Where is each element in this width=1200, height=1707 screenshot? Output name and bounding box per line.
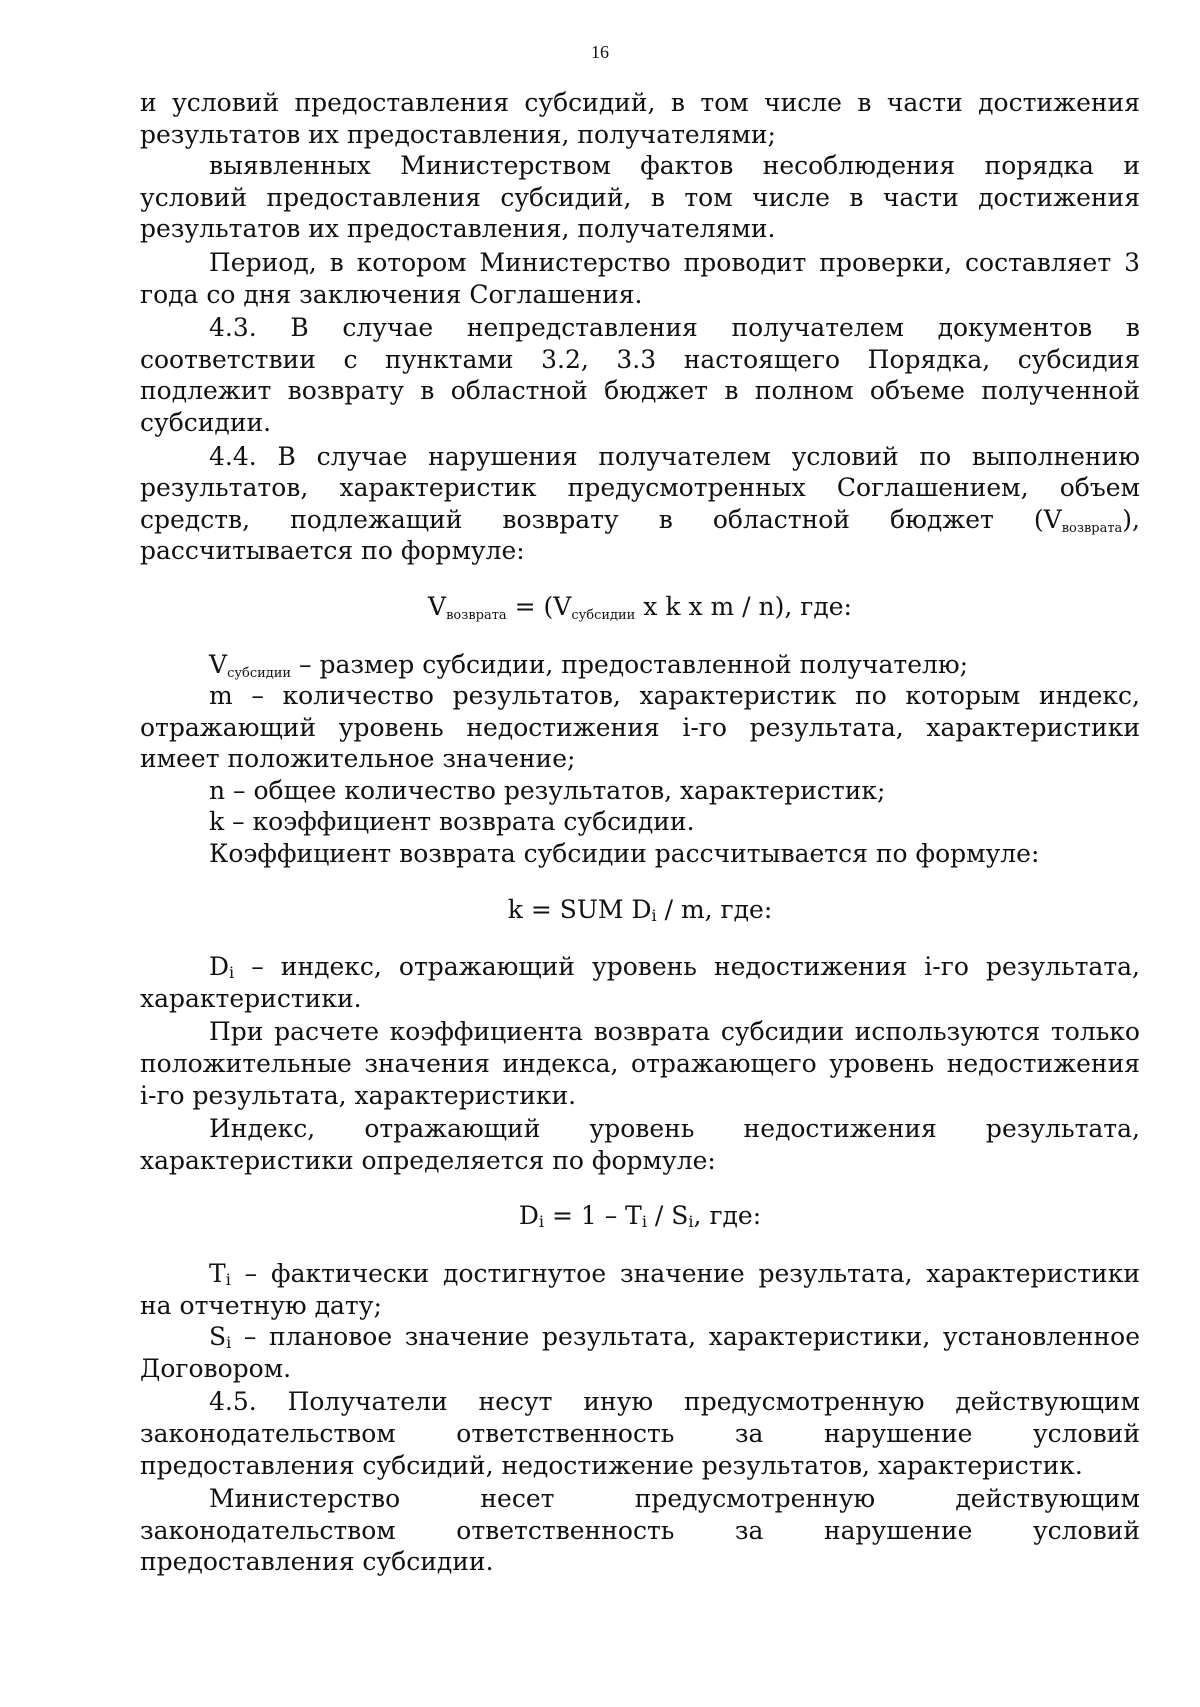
paragraph: выявленных Министерством фактов несоблюдения порядка и условий предоставления субсидий, в том числе в части достижения результатов их предоставления, получателями.: [140, 151, 1140, 244]
paragraph: При расчете коэффициента возврата субсидии используются только положительные значения индекса, отражающего уровень недостижения i-го результата, характеристики.: [140, 1017, 1140, 1110]
paragraph: Министерство несет предусмотренную действующим законодательством ответственность за нарушение условий предоставления субсидии.: [140, 1484, 1140, 1577]
definition-k: k – коэффициент возврата субсидии.: [209, 807, 695, 837]
formula-refund-volume: $V_{возврата} = (V_{субсидии}$ x k x m / n), где:: [428, 591, 852, 623]
paragraph: Индекс, отражающий уровень недостижения результата, характеристики определяется по формуле:: [140, 1114, 1140, 1175]
paragraph-4-3: 4.3. В случае непредставления получателем документов в соответствии с пунктами 3.2, 3.3 настоящего Порядка, субсидия подлежит возврату в областной бюджет в полном объеме полученной субсидии.: [140, 313, 1140, 437]
formula-coefficient: k = SUM $D_i$ / m, где:: [507, 894, 773, 925]
document-body: [140, 87, 1140, 1578]
paragraph: и условий предоставления субсидий, в том числе в части достижения результатов их предоставления, получателями;: [140, 88, 1140, 149]
paragraph: Коэффициент возврата субсидии рассчитывается по формуле:: [209, 839, 1040, 869]
paragraph: Период, в котором Министерство проводит проверки, составляет 3 года со дня заключения Соглашения.: [140, 247, 1140, 309]
definition-n: n – общее количество результатов, характеристик;: [209, 775, 886, 805]
definition-ti: $T_i$ – фактически достигнутое значение результата, характеристики на отчетную дату;: [140, 1259, 1140, 1320]
paragraph-4-4: 4.4. В случае нарушения получателем условий по выполнению результатов, характеристик предусмотренных Соглашением, объем средств, подлежащий возврату в областной бюджет $(V_{возврата})$, рассчитывается по формуле:: [140, 441, 1140, 566]
definition-m: m – количество результатов, характеристик по которым индекс, отражающий уровень недостижения i-го результата, характеристики имеет положительное значение;: [140, 681, 1140, 774]
definition-v-subsidy: $V_{субсидии}$ – размер субсидии, предоставленной получателю;: [209, 649, 969, 681]
formula-index: $D_i = 1 - T_i / S_i$, где:: [518, 1201, 762, 1232]
definition-si: $S_i$ – плановое значение результата, характеристики, установленное Договором.: [140, 1322, 1140, 1383]
page-number: 16: [591, 42, 609, 62]
definition-di: $D_i$ – индекс, отражающий уровень недостижения i-го результата, характеристики.: [140, 952, 1140, 1013]
paragraph-4-5: 4.5. Получатели несут иную предусмотренную действующим законодательством ответственность за нарушение условий предоставления субсидий, недостижение результатов, характеристик.: [140, 1387, 1140, 1480]
